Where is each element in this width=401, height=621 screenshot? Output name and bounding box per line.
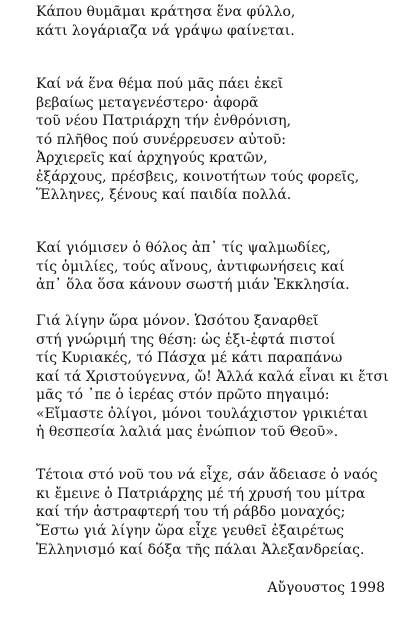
poem-line: τίς ὁμιλίες, τούς αἴνους, ἀντιφωνήσεις καί: [36, 258, 345, 275]
poem-line: καί τά Χριστούγεννα, ὤ! Ἀλλά καλά εἶναι κι ἔτσι: [36, 368, 389, 385]
stanza-6: [36, 522, 396, 559]
stanza-2: [36, 75, 396, 205]
poem-line: Γιά λίγην ὥρα μόνον. Ὡσότου ξαναρθεῖ: [36, 313, 319, 329]
stanza-4: [36, 312, 396, 442]
poem-line: Ἑλληνισμό καί δόξα τῆς πάλαι Ἀλεξανδρείας.: [36, 541, 365, 558]
poem-line: βεβαίως μεταγενέστερο· ἀφορᾶ: [36, 94, 259, 111]
poem-line: Κάπου θυμᾶμαι κράτησα ἕνα φύλλο,: [36, 4, 296, 20]
stanza-5: [36, 466, 396, 522]
poem-line: κάτι λογάριαζα νά γράψω φαίνεται.: [36, 22, 295, 39]
poem-line: Καί νά ἕνα θέμα πού μᾶς πάει ἐκεῖ: [36, 76, 284, 92]
poem-line: κι ἔμεινε ὁ Πατριάρχης μέ τή χρυσή του μίτρα: [36, 485, 366, 502]
stanza-3: [36, 239, 396, 295]
poem-line: ἀπ᾿ ὅλα ὅσα κάνουν σωστή μιάν Ἐκκλησία.: [36, 277, 350, 293]
poem-line: μᾶς τό ᾽πε ὁ ἱερέας στόν πρῶτο πηγαιμό:: [36, 387, 330, 403]
poem-line: Ἀρχιερεῖς καί ἀρχηγούς κρατῶν,: [36, 150, 268, 166]
poem-line: Ἔστω γιά λίγην ὥρα εἶχε γευθεῖ ἐξαιρέτως: [36, 523, 345, 539]
stanza-1: [36, 3, 396, 40]
poem-line: τοῦ νέου Πατριάρχη τήν ἐνθρόνιση,: [36, 113, 292, 129]
poem-line: Τέτοια στό νοῦ του νά εἶχε, σάν ἄδειασε ὁ ναός: [36, 467, 378, 483]
poem-line: Καί γιόμισεν ὁ θόλος ἀπ᾿ τίς ψαλμωδίες,: [36, 240, 331, 256]
poem-line: Ἕλληνες, ξένους καί παιδία πολλά.: [36, 187, 292, 203]
poem-line: «Εἴμαστε ὀλίγοι, μόνοι τουλάχιστον γρικιέται: [36, 405, 369, 422]
poem-line: τίς Κυριακές, τό Πάσχα μέ κάτι παραπάνω: [36, 350, 343, 366]
poem-line: ἐξάρχους, πρέσβεις, κοινοτήτων τούς φορεῖς,: [36, 168, 360, 185]
poem-date-signature: Αὔγουστος 1998: [267, 580, 385, 596]
poem-line: στή γνώριμή της θέση: ὡς ἑξι-ἑφτά πιστοί: [36, 331, 336, 348]
poem-line: ἡ θεσπεσία λαλιά μας ἐνώπιον τοῦ Θεοῦ».: [36, 424, 339, 440]
poem-line: καί τήν ἀστραφτερή του τή ράβδο μοναχός;: [36, 504, 346, 520]
poem-line: τό πλῆθος πού συνέρρευσεν αὐτοῦ:: [36, 131, 287, 148]
